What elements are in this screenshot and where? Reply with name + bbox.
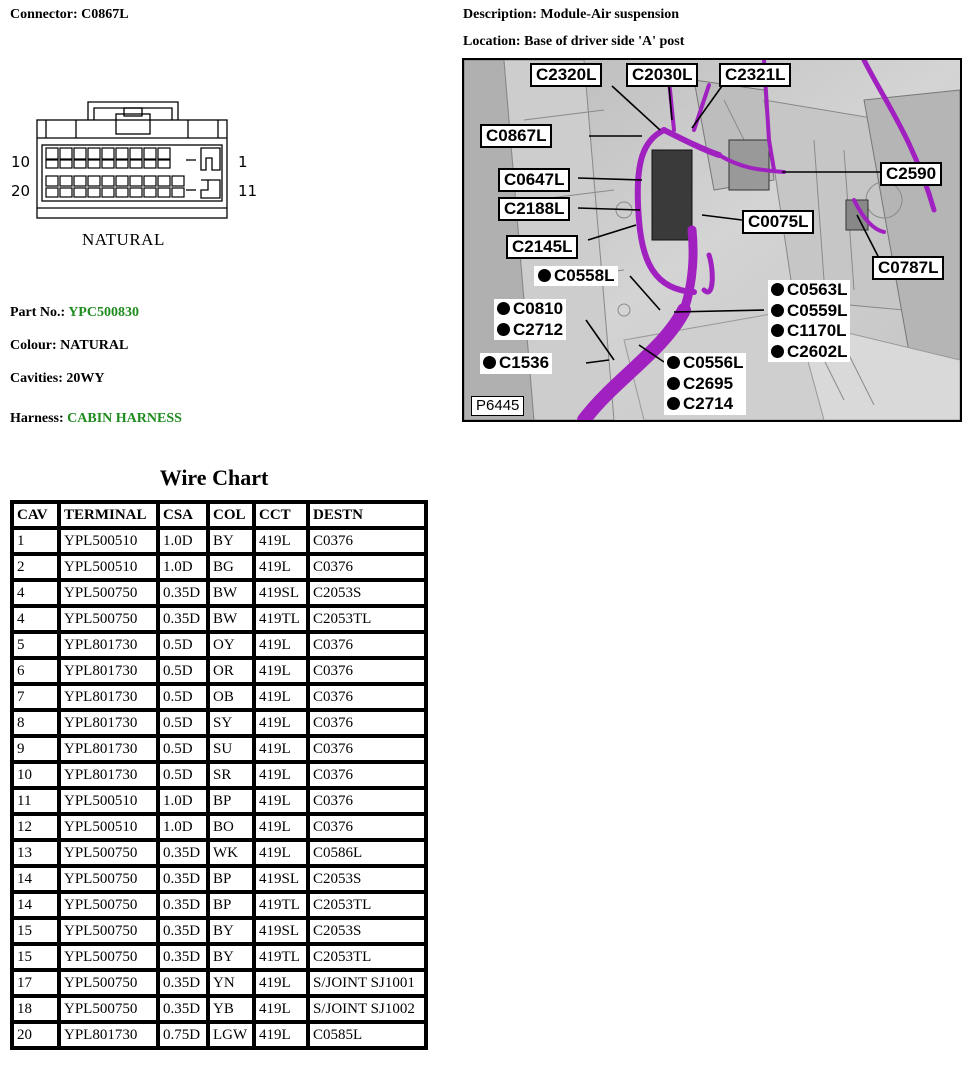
cell-col: OY [208, 632, 254, 658]
cell-terminal: YPL500750 [59, 866, 158, 892]
cell-destn: C0376 [308, 762, 426, 788]
table-row [12, 710, 426, 736]
cell-cct: 419L [254, 762, 308, 788]
cell-terminal: YPL801730 [59, 632, 158, 658]
cavities-line [10, 371, 105, 387]
colour-line [10, 338, 128, 354]
callout-c0075l: C0075L [742, 210, 814, 234]
cell-csa: 0.5D [158, 684, 208, 710]
cell-cct: 419L [254, 1022, 308, 1048]
cell-cav: 13 [12, 840, 59, 866]
cell-col: BP [208, 866, 254, 892]
cell-cav: 11 [12, 788, 59, 814]
cell-cct: 419TL [254, 892, 308, 918]
cell-csa: 0.5D [158, 762, 208, 788]
bullet-icon [497, 323, 510, 336]
cell-cav: 10 [12, 762, 59, 788]
table-row [12, 632, 426, 658]
cell-cct: 419L [254, 554, 308, 580]
cell-csa: 0.35D [158, 918, 208, 944]
cell-cav: 4 [12, 606, 59, 632]
description-value: Module-Air suspension [540, 7, 679, 22]
cell-csa: 0.35D [158, 606, 208, 632]
callout-c2695: C2695 [683, 373, 734, 393]
cell-cav: 17 [12, 970, 59, 996]
cell-cav: 9 [12, 736, 59, 762]
table-row [12, 606, 426, 632]
cell-cav: 4 [12, 580, 59, 606]
pin-label-11: 11 [238, 182, 258, 200]
cell-cct: 419L [254, 632, 308, 658]
cell-csa: 1.0D [158, 788, 208, 814]
cell-csa: 0.35D [158, 944, 208, 970]
cell-destn: C0376 [308, 528, 426, 554]
cell-csa: 0.5D [158, 736, 208, 762]
wire-chart-table [10, 500, 428, 1050]
cell-cav: 8 [12, 710, 59, 736]
wire-chart-title: Wire Chart [159, 465, 269, 490]
cell-col: LGW [208, 1022, 254, 1048]
pin-label-20: 20 [11, 182, 31, 200]
table-row [12, 970, 426, 996]
cell-csa: 0.35D [158, 866, 208, 892]
cell-terminal: YPL801730 [59, 658, 158, 684]
cell-col: BP [208, 788, 254, 814]
column-header-col: COL [208, 502, 254, 528]
table-row [12, 814, 426, 840]
bullet-icon [771, 283, 784, 296]
cell-col: SY [208, 710, 254, 736]
cell-col: BO [208, 814, 254, 840]
bullet-icon [771, 304, 784, 317]
cell-terminal: YPL500510 [59, 528, 158, 554]
pin-label-1: 1 [238, 153, 248, 171]
table-row [12, 658, 426, 684]
cell-cav: 7 [12, 684, 59, 710]
colour-label: Colour: [10, 338, 57, 353]
cell-destn: C2053S [308, 580, 426, 606]
cell-col: OR [208, 658, 254, 684]
cell-cav: 15 [12, 944, 59, 970]
callout-c0787l: C0787L [872, 256, 944, 280]
cell-terminal: YPL801730 [59, 762, 158, 788]
cell-terminal: YPL500750 [59, 840, 158, 866]
cell-terminal: YPL500750 [59, 580, 158, 606]
callout-c0867l: C0867L [480, 124, 552, 148]
cell-col: BY [208, 918, 254, 944]
cell-cct: 419L [254, 996, 308, 1022]
cell-terminal: YPL500750 [59, 606, 158, 632]
cell-col: BG [208, 554, 254, 580]
cell-csa: 0.35D [158, 580, 208, 606]
cell-col: BY [208, 944, 254, 970]
callout-c0559l: C0559L [787, 300, 848, 320]
cell-cav: 14 [12, 866, 59, 892]
cell-terminal: YPL500510 [59, 554, 158, 580]
connector-label: Connector: [10, 7, 78, 22]
bullet-icon [538, 269, 551, 282]
cell-terminal: YPL801730 [59, 684, 158, 710]
cell-col: BW [208, 580, 254, 606]
harness-label: Harness: [10, 411, 64, 426]
table-row [12, 788, 426, 814]
cell-csa: 1.0D [158, 554, 208, 580]
cell-destn: C2053S [308, 866, 426, 892]
cell-cav: 20 [12, 1022, 59, 1048]
bullet-icon [667, 356, 680, 369]
cell-destn: C0376 [308, 684, 426, 710]
cell-destn: C0376 [308, 710, 426, 736]
table-row [12, 1022, 426, 1048]
cell-csa: 0.75D [158, 1022, 208, 1048]
cell-cct: 419L [254, 684, 308, 710]
cell-csa: 0.5D [158, 710, 208, 736]
cell-cct: 419L [254, 814, 308, 840]
table-row [12, 580, 426, 606]
cell-col: SU [208, 736, 254, 762]
table-row [12, 684, 426, 710]
table-row [12, 892, 426, 918]
cell-cct: 419L [254, 658, 308, 684]
column-header-cav: CAV [12, 502, 59, 528]
description-line [463, 7, 679, 23]
cell-col: YN [208, 970, 254, 996]
part-no-line [10, 305, 139, 321]
table-row [12, 736, 426, 762]
cavities-value: 20WY [66, 371, 105, 386]
table-row [12, 918, 426, 944]
callout-c0558l [534, 266, 618, 286]
cell-terminal: YPL500510 [59, 788, 158, 814]
cell-cct: 419SL [254, 580, 308, 606]
callout-c2712: C2712 [513, 319, 564, 339]
cell-csa: 1.0D [158, 528, 208, 554]
bullet-icon [497, 302, 510, 315]
callout-c0558l-text: C0558L [554, 266, 615, 285]
connector-colour-caption: NATURAL [82, 230, 165, 249]
colour-value: NATURAL [60, 338, 129, 353]
cell-destn: C0376 [308, 632, 426, 658]
cell-cct: 419SL [254, 866, 308, 892]
photo-reference-number: P6445 [471, 396, 524, 416]
cell-csa: 0.5D [158, 658, 208, 684]
column-header-cct: CCT [254, 502, 308, 528]
location-photo [462, 58, 962, 422]
table-row [12, 866, 426, 892]
table-row [12, 944, 426, 970]
harness-link[interactable]: CABIN HARNESS [67, 411, 182, 426]
description-label: Description: [463, 7, 537, 22]
cell-destn: C0376 [308, 814, 426, 840]
cell-destn: C0376 [308, 554, 426, 580]
pin-label-10: 10 [11, 153, 31, 171]
bullet-icon [667, 377, 680, 390]
cell-cct: 419L [254, 788, 308, 814]
harness-line [10, 411, 182, 427]
connector-line [10, 7, 129, 23]
table-row [12, 554, 426, 580]
cell-terminal: YPL500750 [59, 970, 158, 996]
part-no-link[interactable]: YPC500830 [68, 305, 139, 320]
cell-destn: C0376 [308, 658, 426, 684]
part-no-label: Part No.: [10, 305, 66, 320]
cell-terminal: YPL500750 [59, 918, 158, 944]
cell-cct: 419TL [254, 944, 308, 970]
callout-c0563l: C0563L [787, 280, 848, 299]
location-line [463, 34, 684, 50]
cell-terminal: YPL500510 [59, 814, 158, 840]
table-row [12, 996, 426, 1022]
column-header-destn: DESTN [308, 502, 426, 528]
callout-c2321l: C2321L [719, 63, 791, 87]
cell-csa: 0.35D [158, 840, 208, 866]
cell-cav: 1 [12, 528, 59, 554]
connector-face-diagram [36, 100, 230, 222]
cell-cct: 419TL [254, 606, 308, 632]
cell-terminal: YPL801730 [59, 1022, 158, 1048]
cell-csa: 0.35D [158, 892, 208, 918]
cell-terminal: YPL500750 [59, 944, 158, 970]
cell-cav: 6 [12, 658, 59, 684]
cell-cav: 2 [12, 554, 59, 580]
cell-cav: 14 [12, 892, 59, 918]
column-header-csa: CSA [158, 502, 208, 528]
cell-cct: 419L [254, 710, 308, 736]
cell-col: BY [208, 528, 254, 554]
callout-group-c0556l [664, 353, 746, 415]
callout-group-c0563l [768, 280, 850, 362]
cell-csa: 0.35D [158, 996, 208, 1022]
callout-group-c0810 [494, 299, 566, 340]
callout-c2714: C2714 [683, 394, 734, 413]
cell-cav: 12 [12, 814, 59, 840]
cell-cct: 419SL [254, 918, 308, 944]
callout-c1170l: C1170L [787, 321, 847, 340]
connector-value: C0867L [81, 7, 129, 22]
callout-c2145l: C2145L [506, 235, 578, 259]
callout-c2188l: C2188L [498, 197, 570, 221]
cell-csa: 0.35D [158, 970, 208, 996]
cell-destn: C2053S [308, 918, 426, 944]
location-label: Location: [463, 34, 521, 49]
cell-terminal: YPL801730 [59, 710, 158, 736]
cell-col: WK [208, 840, 254, 866]
cell-destn: C0585L [308, 1022, 426, 1048]
cell-csa: 0.5D [158, 632, 208, 658]
cell-destn: C2053TL [308, 944, 426, 970]
location-value: Base of driver side 'A' post [524, 34, 685, 49]
table-row [12, 762, 426, 788]
callout-c1536: C1536 [499, 353, 550, 372]
cell-col: YB [208, 996, 254, 1022]
callout-group-c1536 [480, 353, 552, 374]
cavities-label: Cavities: [10, 371, 63, 386]
cell-destn: S/JOINT SJ1002 [308, 996, 426, 1022]
cell-col: OB [208, 684, 254, 710]
table-header-row [12, 502, 426, 528]
cell-destn: S/JOINT SJ1001 [308, 970, 426, 996]
cell-terminal: YPL500750 [59, 996, 158, 1022]
cell-destn: C0376 [308, 788, 426, 814]
cell-col: SR [208, 762, 254, 788]
callout-c0647l: C0647L [498, 168, 570, 192]
cell-col: BW [208, 606, 254, 632]
table-row [12, 528, 426, 554]
cell-cct: 419L [254, 528, 308, 554]
bullet-icon [771, 324, 784, 337]
cell-csa: 1.0D [158, 814, 208, 840]
bullet-icon [771, 345, 784, 358]
callout-c2030l: C2030L [626, 63, 698, 87]
cell-destn: C0376 [308, 736, 426, 762]
cell-cct: 419L [254, 736, 308, 762]
callout-c0810: C0810 [513, 299, 564, 318]
callout-c2602l: C2602L [787, 341, 848, 361]
cell-cav: 18 [12, 996, 59, 1022]
bullet-icon [483, 356, 496, 369]
cell-destn: C0586L [308, 840, 426, 866]
cell-cct: 419L [254, 840, 308, 866]
column-header-terminal: TERMINAL [59, 502, 158, 528]
cell-cav: 15 [12, 918, 59, 944]
callout-c2590: C2590 [880, 162, 942, 186]
cell-destn: C2053TL [308, 892, 426, 918]
bullet-icon [667, 397, 680, 410]
cell-cct: 419L [254, 970, 308, 996]
cell-col: BP [208, 892, 254, 918]
cell-destn: C2053TL [308, 606, 426, 632]
cell-terminal: YPL500750 [59, 892, 158, 918]
callout-c2320l: C2320L [530, 63, 602, 87]
wire-chart-body [12, 528, 426, 1048]
cell-cav: 5 [12, 632, 59, 658]
table-row [12, 840, 426, 866]
callout-c0556l: C0556L [683, 353, 744, 372]
cell-terminal: YPL801730 [59, 736, 158, 762]
